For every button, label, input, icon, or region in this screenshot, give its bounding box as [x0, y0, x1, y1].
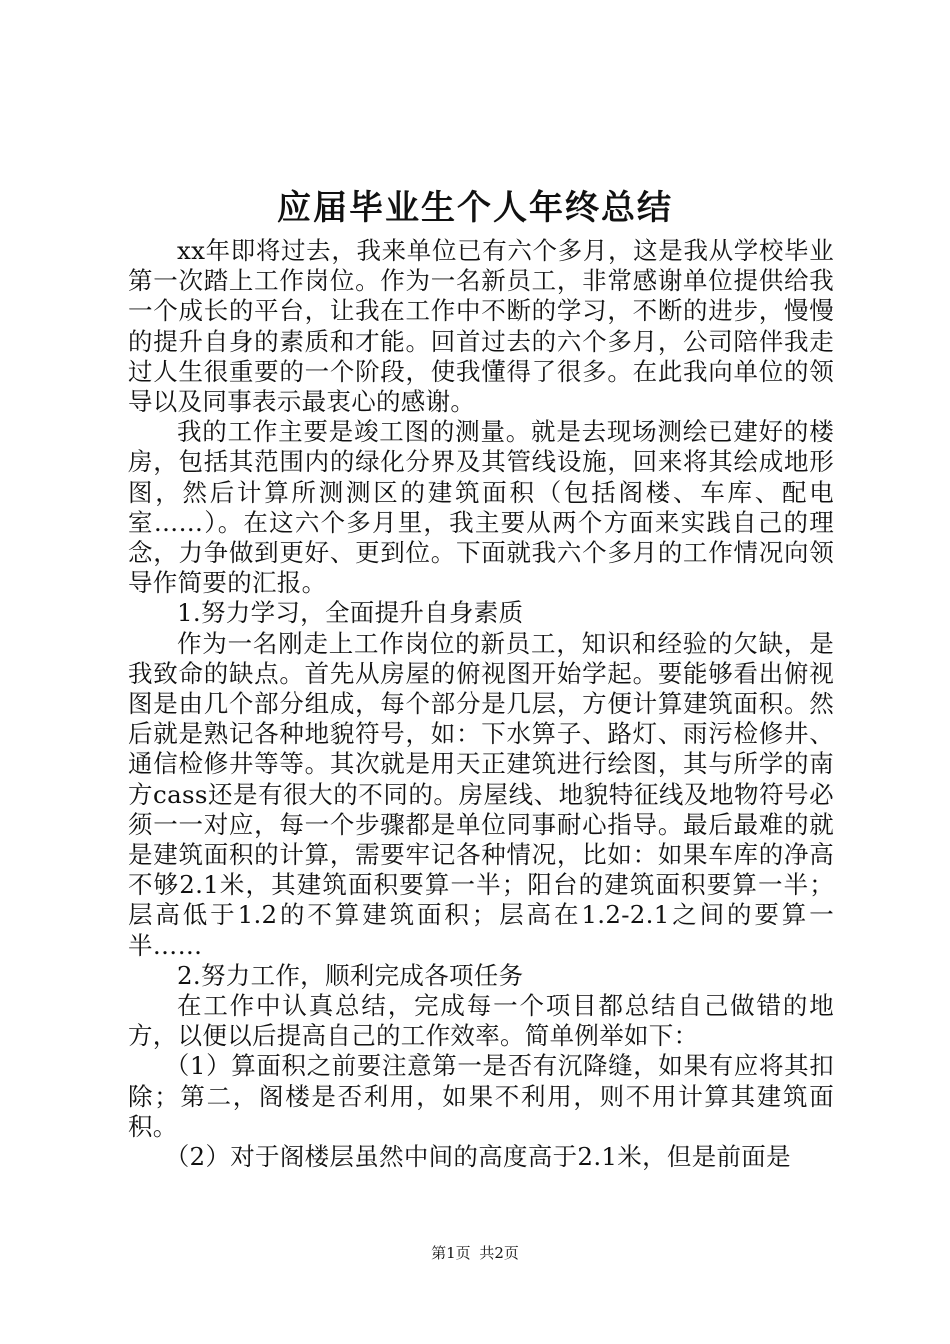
paragraph-work-summary: 在工作中认真总结，完成每一个项目都总结自己做错的地方，以便以后提高自己的工作效率。简单例举如下：	[128, 991, 834, 1051]
section-heading-study: 1.努力学习，全面提升自身素质	[177, 598, 524, 628]
document-body	[128, 236, 834, 1172]
section-heading-work: 2.努力工作，顺利完成各项任务	[177, 960, 524, 990]
paragraph-work-description: 我的工作主要是竣工图的测量。就是去现场测绘已建好的楼房，包括其范围内的绿化分界及其管线设施，回来将其绘成地形图，然后计算所测测区的建筑面积（包括阁楼、车库、配电室……）。在这六个多月里，我主要从两个方面来实践自己的理念，力争做到更好、更到位。下面就我六个多月的工作情况向领导作简要的汇报。	[128, 417, 834, 598]
page-footer	[0, 1243, 950, 1263]
paragraph-item-1: （1）算面积之前要注意第一是否有沉降缝，如果有应将其扣除；第二，阁楼是否利用，如果不利用，则不用计算其建筑面积。	[128, 1051, 834, 1141]
paragraph-intro: xx年即将过去，我来单位已有六个多月，这是我从学校毕业第一次踏上工作岗位。作为一名新员工，非常感谢单位提供给我一个成长的平台，让我在工作中不断的学习，不断的进步，慢慢的提升自身的素质和才能。回首过去的六个多月，公司陪伴我走过人生很重要的一个阶段，使我懂得了很多。在此我向单位的领导以及同事表示最衷心的感谢。	[128, 236, 834, 417]
page-number-current: 第1页	[431, 1244, 471, 1262]
paragraph-study: 作为一名刚走上工作岗位的新员工，知识和经验的欠缺，是我致命的缺点。首先从房屋的俯视图开始学起。要能够看出俯视图是由几个部分组成，每个部分是几层，方便计算建筑面积。然后就是熟记各种地貌符号，如：下水箅子、路灯、雨污检修井、通信检修井等等。其次就是用天正建筑进行绘图，其与所学的南方cass还是有很大的不同的。房屋线、地貌特征线及地物符号必须一一对应，每一个步骤都是单位同事耐心指导。最后最难的就是建筑面积的计算，需要牢记各种情况，比如：如果车库的净高不够2.1米，其建筑面积要算一半；阳台的建筑面积要算一半；层高低于1.2的不算建筑面积；层高在1.2-2.1之间的要算一半……	[128, 628, 834, 960]
paragraph-item-2: （2）对于阁楼层虽然中间的高度高于2.1米，但是前面是	[164, 1142, 791, 1172]
document-title: 应届毕业生个人年终总结	[277, 188, 673, 228]
page-number-total: 共2页	[479, 1244, 519, 1262]
